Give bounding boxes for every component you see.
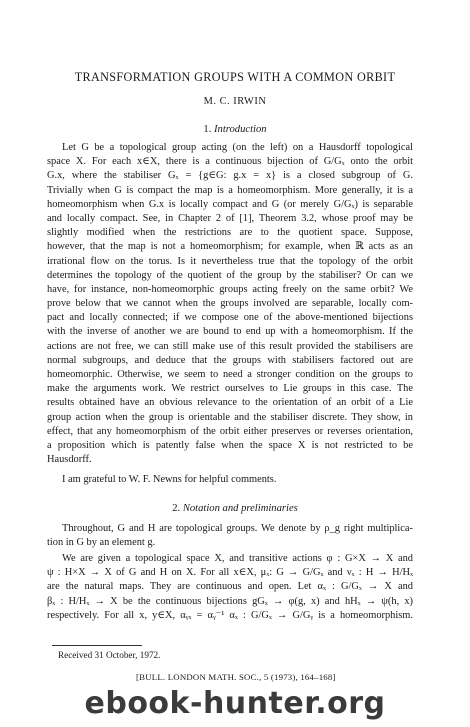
acknowledgement-paragraph xyxy=(47,473,413,487)
text-line: are the natural maps. They are continuous and open. Let αₓ : G/Gₓ → X and xyxy=(47,581,413,593)
article-author: M. C. IRWIN xyxy=(203,96,267,107)
text-line: a proposition which is patently false when the space X is not restricted to be xyxy=(47,439,413,451)
section-number: 1. xyxy=(203,124,212,135)
text-line: however, that the map is not a homeomorphism; for example, when ℝ acts as an xyxy=(47,241,413,253)
text-line: homeomorphism when G.x is locally compact and G (or merely G/Gₓ) is separable xyxy=(47,198,413,210)
text-line: with the inverse of another we are bound to end up with a homeomorphism. If the xyxy=(47,326,413,338)
text-line: actions are not free, we can still make use of this result provided the stabilisers are xyxy=(47,340,413,352)
text-line: βₓ : H/Hₓ → X be the continuous bijections gGₓ → φ(g, x) and hHₓ → ψ(h, x) xyxy=(47,595,413,607)
text-line: normal subgroups, and deduce that the groups with stabilisers factored out are xyxy=(47,354,413,366)
text-line: tion in G by an element g. xyxy=(47,537,156,549)
text-line: Trivially when G is compact the map is a homeomorphism. More generally, it is a xyxy=(47,184,413,196)
journal-citation: [BULL. LONDON MATH. SOC., 5 (1973), 164–168] xyxy=(136,672,336,682)
text-line: ψ : H×X → X of G and H on X. For all x∈X, μₓ: G → G/Gₓ and νₓ : H → H/Hₓ xyxy=(47,567,413,579)
text-line: effect, that any homeomorphism of the orbit either preserves or reverses orientation, xyxy=(47,425,413,437)
text-line: slightly modified when the restrictions are to the quotient space. Suppose, xyxy=(47,227,413,239)
text-line: prove below that we cannot when the groups involved are separable, locally com- xyxy=(47,298,413,310)
text-line: and locally compact. See, in Chapter 2 of [1], Theorem 3.2, whose proof may be xyxy=(47,212,413,224)
text-line: irrational flow on the torus. Is it nevertheless true that the topology of the orbit xyxy=(47,255,413,267)
text-line: have, for instance, non-homeomorphic groups acting freely on the same orbit? We xyxy=(47,283,413,295)
text-line: results obtained have an obvious relevance to the orientation of an orbit of a Lie xyxy=(47,397,413,409)
introduction-paragraph xyxy=(47,141,413,467)
section-number: 2. xyxy=(172,503,181,514)
text-line: We are given a topological space X, and transitive actions φ : G×X → X and xyxy=(62,553,413,564)
section-title: Introduction xyxy=(214,124,267,135)
text-line: Let G be a topological group acting (on the left) on a Hausdorff topological xyxy=(62,142,413,153)
text-line: respectively. For all x, y∈X, αᵧₓ = αᵧ⁻¹ αₓ : G/Gₓ → G/Gᵧ is a homeomorphism. xyxy=(47,609,413,621)
text-line: determines the topology of the quotient of the group by the stabiliser? Or can we xyxy=(47,269,413,281)
section-heading-notation xyxy=(0,503,470,514)
text-line: homeomorphic. Otherwise, we seem to need a stronger condition on the groups to xyxy=(47,369,413,380)
text-line: group action when the group is orientable and the stabiliser discrete. They show, in xyxy=(47,411,413,423)
footnote-rule xyxy=(52,645,142,646)
watermark-text: ebook-hunter.org xyxy=(84,686,386,721)
article-title: TRANSFORMATION GROUPS WITH A COMMON ORBIT xyxy=(74,70,396,84)
section-title: Notation and preliminaries xyxy=(182,503,298,514)
text-line: space X. For each x∈X, there is a continuous bijection of G/Gₓ onto the orbit xyxy=(47,156,413,168)
section-heading-introduction xyxy=(0,124,470,135)
text-line: pact and locally connected; if we compose one of the above-mentioned bijections xyxy=(47,312,413,324)
notation-paragraph-2 xyxy=(47,552,413,623)
text-line: Throughout, G and H are topological groups. We denote by ρ_g right multiplica- xyxy=(62,523,413,534)
text-line: Hausdorff. xyxy=(47,454,92,466)
acknowledgement-text: I am grateful to W. F. Newns for helpful comments. xyxy=(62,474,277,485)
received-date: Received 31 October, 1972. xyxy=(58,650,161,660)
notation-paragraph-1 xyxy=(47,522,413,550)
text-line: G.x, where the stabiliser Gₓ = {g∈G: g.x = x} is a closed subgroup of G. xyxy=(47,170,413,182)
text-line: make the arguments work. We restrict ourselves to Lie groups in this case. The xyxy=(47,383,413,395)
